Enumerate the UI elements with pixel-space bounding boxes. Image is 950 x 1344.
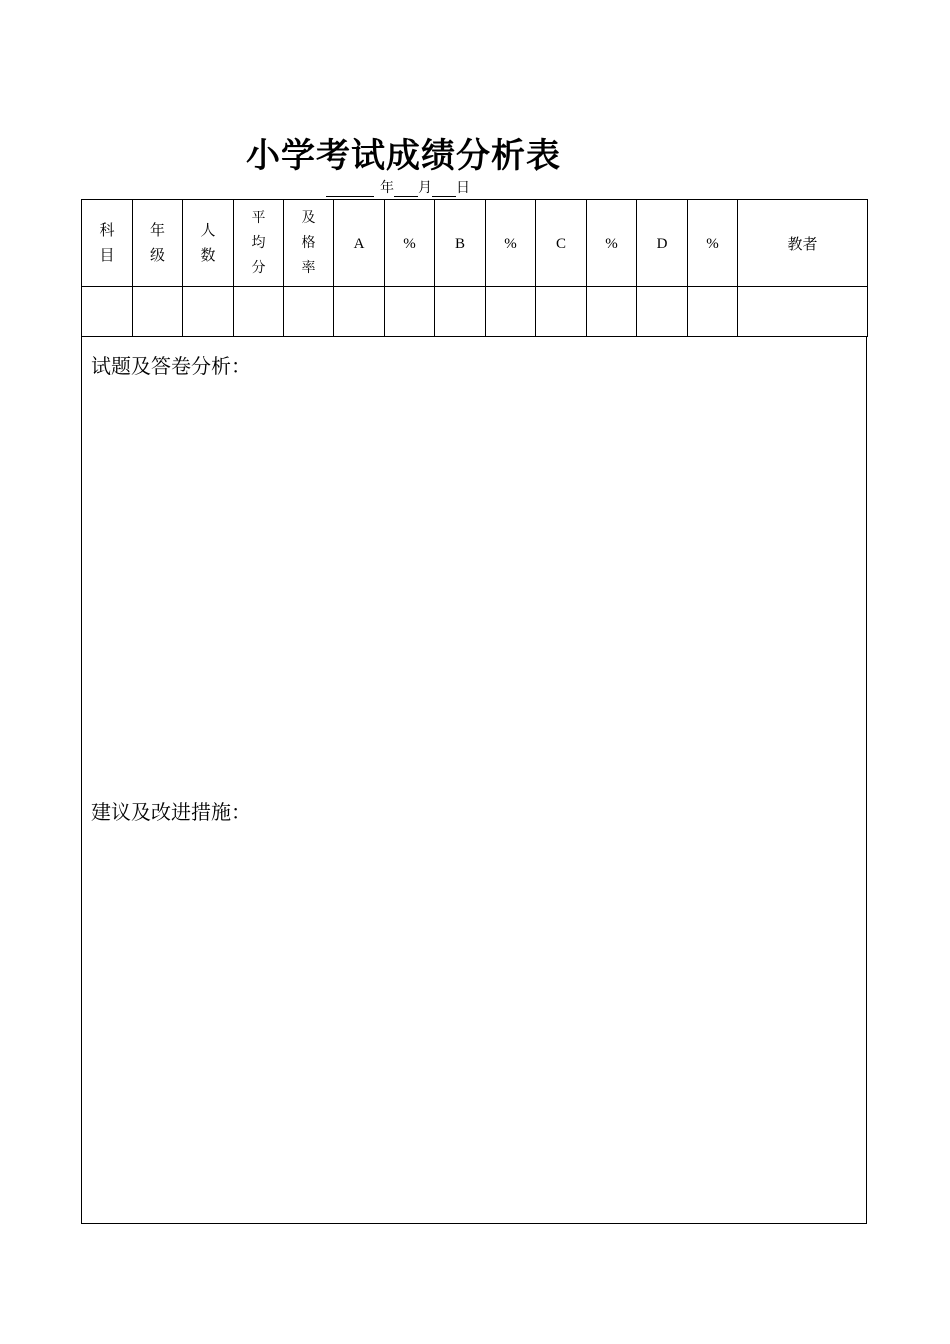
cell-a[interactable]	[334, 287, 385, 337]
header-c: C	[536, 200, 587, 287]
analysis-label: 试题及答卷分析：	[91, 354, 251, 378]
header-b-percent: %	[486, 200, 536, 287]
cell-average[interactable]	[234, 287, 284, 337]
header-a-percent: %	[385, 200, 435, 287]
header-d: D	[637, 200, 688, 287]
header-b: B	[435, 200, 486, 287]
cell-c[interactable]	[536, 287, 587, 337]
suggestion-label: 建议及改进措施：	[91, 800, 251, 824]
cell-grade[interactable]	[133, 287, 183, 337]
table-row	[82, 287, 868, 337]
header-grade: 年级	[133, 200, 183, 287]
cell-b[interactable]	[435, 287, 486, 337]
header-subject: 科目	[82, 200, 133, 287]
score-table	[81, 199, 868, 337]
day-blank[interactable]	[432, 182, 456, 197]
month-blank[interactable]	[394, 182, 418, 197]
cell-teacher[interactable]	[738, 287, 868, 337]
table-header-row	[82, 200, 868, 287]
cell-c-percent[interactable]	[587, 287, 637, 337]
cell-b-percent[interactable]	[486, 287, 536, 337]
header-c-percent: %	[587, 200, 637, 287]
year-label: 年	[380, 180, 394, 196]
header-pass-rate: 及格率	[284, 200, 334, 287]
cell-d-percent[interactable]	[688, 287, 738, 337]
day-label: 日	[456, 180, 470, 196]
cell-pass-rate[interactable]	[284, 287, 334, 337]
month-label: 月	[418, 180, 432, 196]
cell-a-percent[interactable]	[385, 287, 435, 337]
header-d-percent: %	[688, 200, 738, 287]
header-count: 人数	[183, 200, 234, 287]
page-title: 小学考试成绩分析表	[246, 136, 561, 176]
header-a: A	[334, 200, 385, 287]
year-blank[interactable]	[326, 182, 374, 197]
cell-count[interactable]	[183, 287, 234, 337]
header-average: 平均分	[234, 200, 284, 287]
header-teacher: 教者	[738, 200, 868, 287]
cell-d[interactable]	[637, 287, 688, 337]
analysis-box[interactable]	[81, 336, 867, 1224]
date-line	[326, 177, 470, 197]
cell-subject[interactable]	[82, 287, 133, 337]
